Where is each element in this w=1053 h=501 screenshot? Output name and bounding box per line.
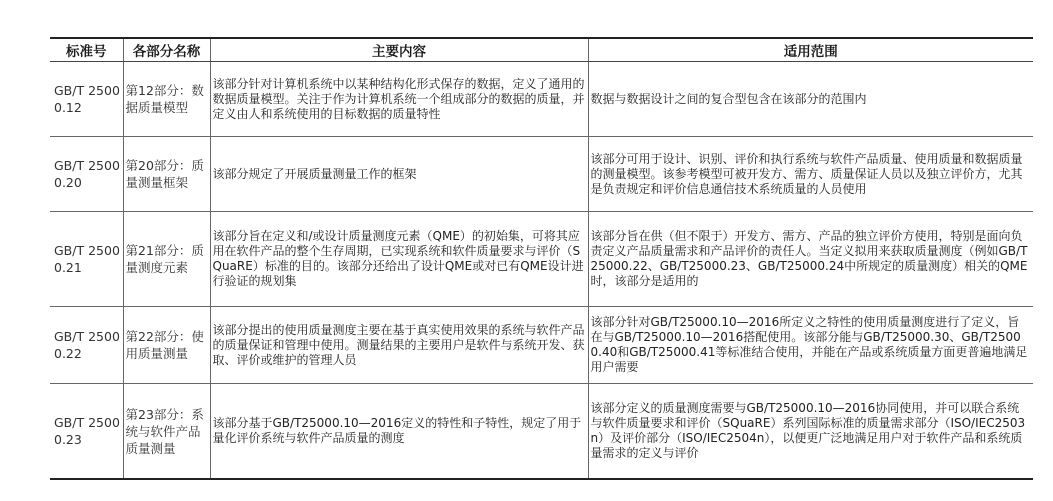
cell-main-content: 该部分基于GB/T25000.10—2016定义的特性和子特性，规定了用于量化评价系统与软件产品质量的测度 [210, 384, 588, 480]
cell-part-name: 第21部分：质量测度元素 [123, 212, 210, 307]
header-standard-number: 标准号 [50, 38, 123, 62]
cell-standard-number: GB/T 25000.23 [50, 384, 123, 480]
table-row [50, 212, 1033, 307]
table-header-row [50, 38, 1033, 62]
cell-scope: 该部分针对GB/T25000.10—2016所定义之特性的使用质量测度进行了定义，旨在与GB/T25000.10—2016搭配使用。该部分能与GB/T25000.30、GB/T25000.40和GB/T25000.41等标准结合使用，并能在产品或系统质量方面更普遍地满足用户需要 [588, 307, 1033, 384]
cell-standard-number: GB/T 25000.22 [50, 307, 123, 384]
header-part-name: 各部分名称 [123, 38, 210, 62]
cell-main-content: 该部分旨在定义和/或设计质量测度元素（QME）的初始集，可将其应用在软件产品的整个生存周期，已实现系统和软件质量要求与评价（SQuaRE）标准的目的。该部分还给出了设计QME或对已有QME设计进行验证的规划集 [210, 212, 588, 307]
cell-main-content: 该部分规定了开展质量测量工作的框架 [210, 137, 588, 212]
cell-scope: 该部分旨在供（但不限于）开发方、需方、产品的独立评价方使用，特别是面向负责定义产品质量需求和产品评价的责任人。当定义拟用来获取质量测度（例如GB/T25000.22、GB/T25000.23、GB/T25000.24中所规定的质量测度）相关的QME时，该部分是适用的 [588, 212, 1033, 307]
cell-standard-number: GB/T 25000.12 [50, 62, 123, 137]
standards-table-container [50, 37, 1033, 480]
cell-part-name: 第12部分：数据质量模型 [123, 62, 210, 137]
cell-scope: 该部分可用于设计、识别、评价和执行系统与软件产品质量、使用质量和数据质量的测量模型。该参考模型可被开发方、需方、质量保证人员以及独立评价方，尤其是负责规定和评价信息通信技术系统质量的人员使用 [588, 137, 1033, 212]
cell-main-content: 该部分针对计算机系统中以某种结构化形式保存的数据，定义了通用的数据质量模型。关注于作为计算机系统一个组成部分的数据的质量，并定义由人和系统使用的目标数据的质量特性 [210, 62, 588, 137]
table-row [50, 62, 1033, 137]
table-row [50, 384, 1033, 480]
standards-table [50, 37, 1033, 480]
header-scope: 适用范围 [588, 38, 1033, 62]
cell-standard-number: GB/T 25000.21 [50, 212, 123, 307]
cell-part-name: 第20部分：质量测量框架 [123, 137, 210, 212]
cell-scope: 数据与数据设计之间的复合型包含在该部分的范围内 [588, 62, 1033, 137]
table-row [50, 307, 1033, 384]
cell-part-name: 第23部分：系统与软件产品质量测量 [123, 384, 210, 480]
table-row [50, 137, 1033, 212]
cell-main-content: 该部分提出的使用质量测度主要在基于真实使用效果的系统与软件产品的质量保证和管理中使用。测量结果的主要用户是软件与系统开发、获取、评价或维护的管理人员 [210, 307, 588, 384]
header-main-content: 主要内容 [210, 38, 588, 62]
cell-part-name: 第22部分：使用质量测量 [123, 307, 210, 384]
cell-standard-number: GB/T 25000.20 [50, 137, 123, 212]
cell-scope: 该部分定义的质量测度需要与GB/T25000.10—2016协同使用，并可以联合系统与软件质量要求和评价（SQuaRE）系列国际标准的质量需求部分（ISO/IEC2503n）及评价部分（ISO/IEC2504n），以便更广泛地满足用户对于软件产品和系统质量需求的定义与评价 [588, 384, 1033, 480]
